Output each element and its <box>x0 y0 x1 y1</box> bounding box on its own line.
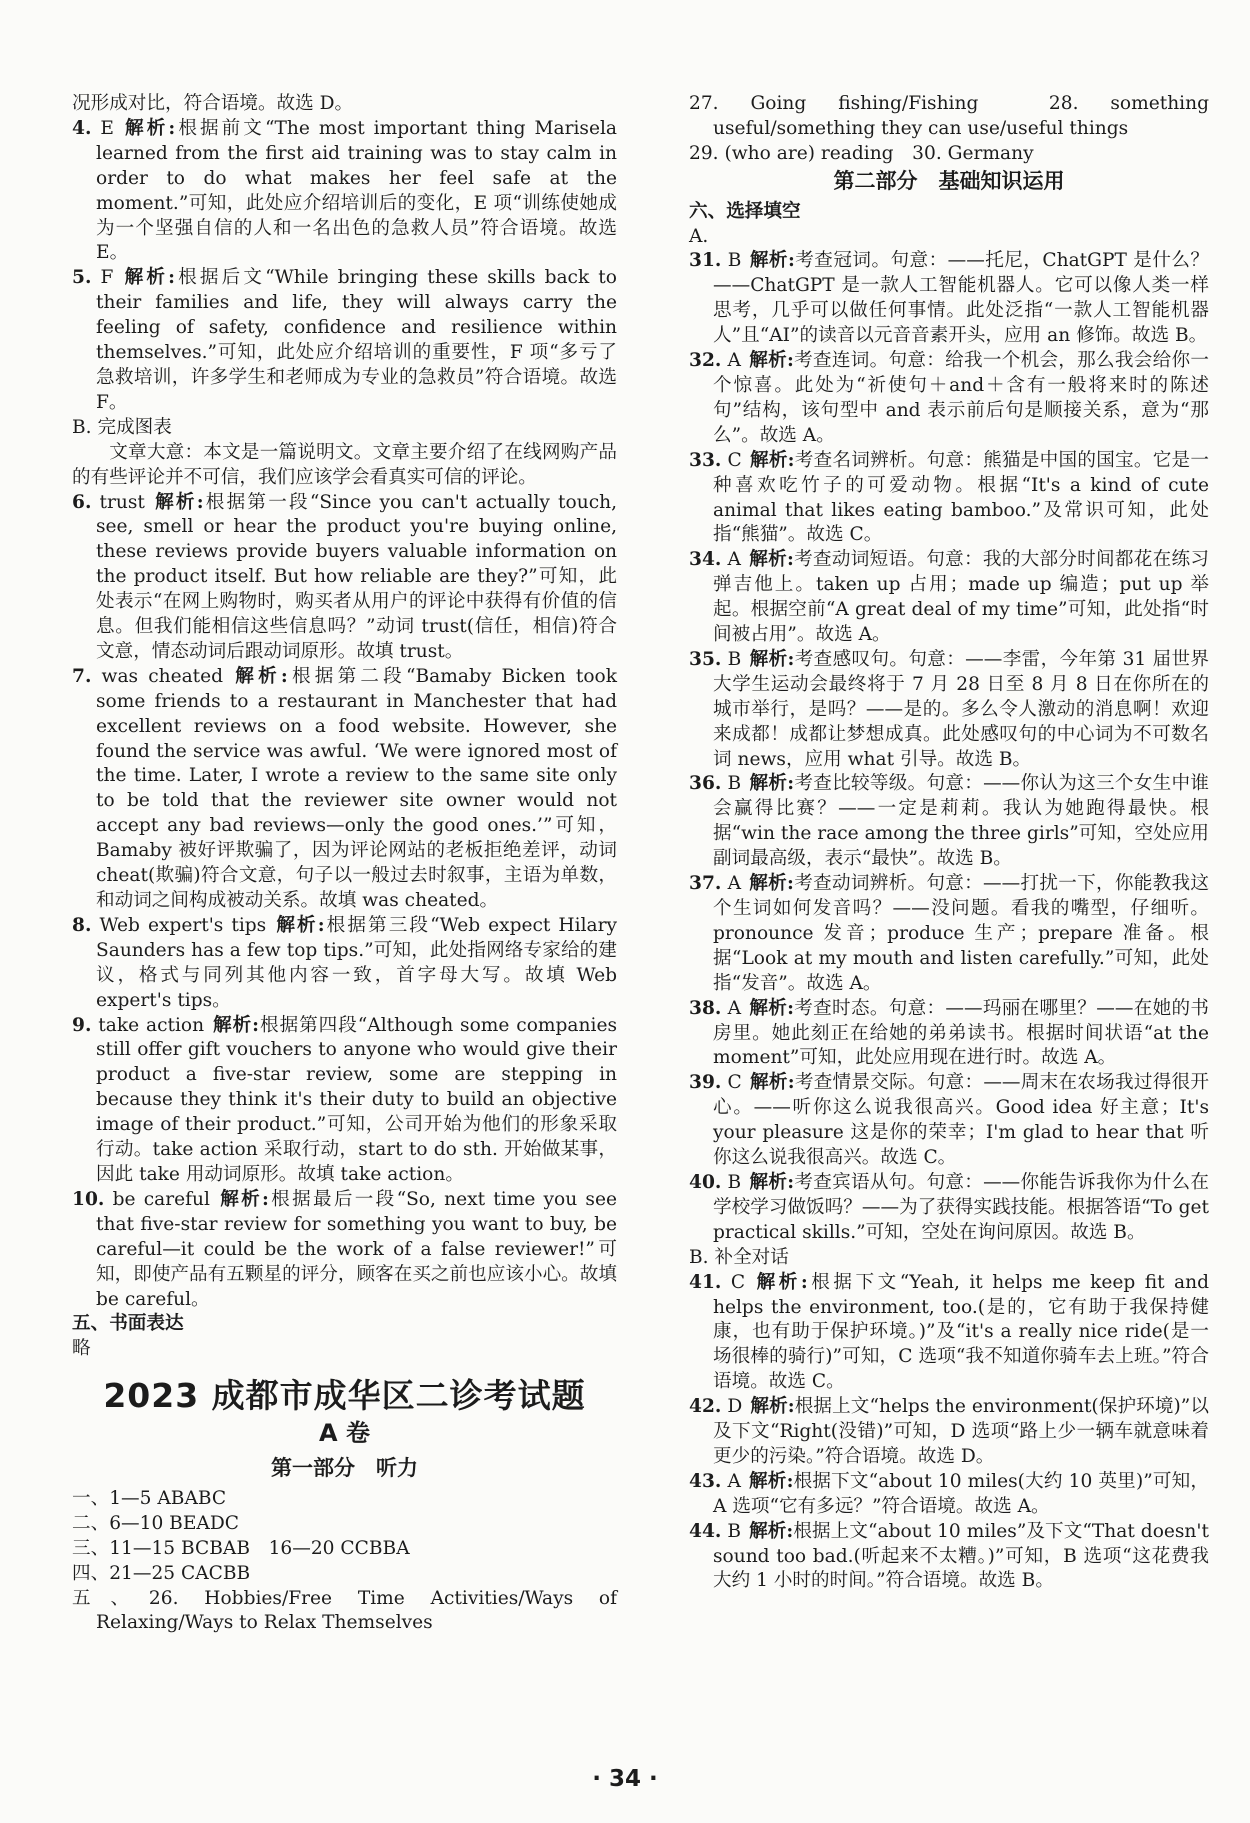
items-group-d <box>689 1271 1209 1595</box>
answer-line: 一、1—5 ABABC <box>72 1487 227 1509</box>
items-group-a <box>72 117 617 416</box>
answer-item: 8. Web expert's tips 解析:根据第三段“Web expect Hilary Saunders has a few top tips.”可知，此处指网络专家给的建议，格式与同列其他内容一致，首字母大写。故填 Web expert's tips。 <box>72 914 617 1011</box>
answer-line: 二、6—10 BEADC <box>72 1512 239 1534</box>
answer-line: 五、26. Hobbies/Free Time Activities/Ways of Relaxing/Ways to Relax Themselves <box>72 1587 617 1634</box>
section-5-heading: 五、书面表达 <box>72 1313 184 1335</box>
answer-line: 四、21—25 CACBB <box>72 1562 251 1584</box>
answer-item: 34. A 解析:考查动词短语。句意：我的大部分时间都花在练习弹吉他上。taken up 占用；made up 编造；put up 举起。根据空前“A great deal of my time”可知，此处指“时间被占用”。故选 A。 <box>689 549 1209 646</box>
answer-line: 三、11—15 BCBAB 16—20 CCBBA <box>72 1537 410 1559</box>
answer-item: 33. C 解析:考查名词辨析。句意：熊猫是中国的国宝。它是一种喜欢吃竹子的可爱动物。根据“It's a kind of cute animal that likes eating bamboo.”及常识可知，此处指“熊猫”。故选 C。 <box>689 449 1209 546</box>
answer-item: 5. F 解析:根据后文“While bringing these skills back to their families and life, they will always carry the feeling of safety, confidence and resilience within themselves.”可知，此处应介绍培训的重要性，F 项“多亏了急救培训，许多学生和老师成为专业的急救员”符合语境。故选 F。 <box>72 267 617 413</box>
listening-answers <box>72 1487 617 1636</box>
answer-item: 43. A 解析:根据下文“about 10 miles(大约 10 英里)”可知，A 选项“它有多远？”符合语境。故选 A。 <box>689 1470 1209 1517</box>
volume-heading: A 卷 <box>319 1419 370 1448</box>
answer-item: 37. A 解析:考查动词辨析。句意：——打扰一下，你能教我这个生词如何发音吗？——没问题。看我的嘴型，仔细听。pronounce 发音；produce 生产；prepare 准备。根据“Look at my mouth and listen carefully.”可知，此处指“发音”。故选 A。 <box>689 873 1209 994</box>
answer-item: 42. D 解析:根据上文“helps the environment(保护环境)”以及下文“Right(没错)”可知，D 选项“路上少一辆车就意味着更少的污染。”符合语境。故选 D。 <box>689 1396 1209 1467</box>
answer-item: 9. take action 解析:根据第四段“Although some companies still offer gift vouchers to anyone who would give their product a five-star review, some are stepping in because they think it's their duty to build an objective image of their product.”可知，公司开始为他们的形象采取行动。take action 采取行动，start to do sth. 开始做某事，因此 take 用动词原形。故填 take action。 <box>72 1014 617 1185</box>
section-a-heading: A. <box>689 225 709 247</box>
answer-item: 4. E 解析:根据前文“The most important thing Marisela learned from the first aid training was to stay calm in order to do what makes her feel safe at the moment.”可知，此处应介绍培训后的变化，E 项“训练使她成为一个坚强自信的人和一名出色的急救人员”符合语境。故选 E。 <box>72 117 617 264</box>
answer-item: 10. be careful 解析:根据最后一段“So, next time you see that five-star review for something you want to buy, be careful—it could be the work of a false reviewer!”可知，即使产品有五颗星的评分，顾客在买之前也应该小心。故填 be careful。 <box>72 1188 617 1310</box>
answer-item: 40. B 解析:考查宾语从句。句意：——你能告诉我你为什么在学校学习做饭吗？——为了获得实践技能。根据答语“To get practical skills.”可知，空处在询问原因。故选 B。 <box>689 1171 1209 1243</box>
answer-line: 27. Going fishing/Fishing 28. something useful/something they can use/useful things <box>689 93 1209 139</box>
answer-item: 35. B 解析:考查感叹句。句意：——李雷，今年第 31 届世界大学生运动会最终将于 7 月 28 日至 8 月 8 日在你所在的城市举行，是吗？——是的。多么令人激动的消息啊！欢迎来成都！成都让梦想成真。此处感叹句的中心词为不可数名词 news，应用 what 引导。故选 B。 <box>689 648 1209 770</box>
part-1-heading: 第一部分 听力 <box>271 1456 418 1481</box>
right-column <box>689 92 1209 1594</box>
part-2-heading: 第二部分 基础知识运用 <box>833 168 1065 193</box>
answer-item: 39. C 解析:考查情景交际。句意：——周末在农场我过得很开心。——听你这么说我很高兴。Good idea 好主意；It's your pleasure 这是你的荣幸；I'm glad to hear that 听你这么说我很高兴。故选 C。 <box>689 1072 1209 1169</box>
answer-item: 36. B 解析:考查比较等级。句意：——你认为这三个女生中谁会赢得比赛？——一定是莉莉。我认为她跑得最快。根据“win the race among the three girls”可知，空处应用副词最高级，表示“最快”。故选 B。 <box>689 773 1209 870</box>
answer-item: 7. was cheated 解析:根据第二段“Bamaby Bicken took some friends to a restaurant in Manchester that had excellent reviews on a food website. However, she found the service was awful. ‘We were ignored most of the time. Later, I wrote a review to the same site only to be told that the reviewer site owner would not accept any bad reviews—only the good ones.’”可知，Bamaby 被好评欺骗了，因为评论网站的老板拒绝差评，动词 cheat(欺骗)符合文意，句子以一般过去时叙事，主语为单数，和动词之间构成被动关系。故填 was cheated。 <box>72 665 617 911</box>
section-6-heading: 六、选择填空 <box>689 200 801 222</box>
answer-line: 29. (who are) reading 30. Germany <box>689 142 1034 164</box>
items-group-b <box>72 491 617 1313</box>
answer-item: 6. trust 解析:根据第一段“Since you can't actually touch, see, smell or hear the product you're buying online, these reviews provide buyers valuable information on the product itself. But how reliable are they?”可知，此处表示“在网上购物时，购买者从用户的评论中获得有价值的信息。但我们能相信这些信息吗？”动词 trust(信任，相信)符合文意，情态动词后跟动词原形。故填 trust。 <box>72 491 617 662</box>
section-b-heading: B. 完成图表 <box>72 416 172 438</box>
section-b-dialogue-heading: B. 补全对话 <box>689 1246 789 1268</box>
answer-item: 32. A 解析:考查连词。句意：给我一个机会，那么我会给你一个惊喜。此处为“祈使句＋and＋含有一般将来时的陈述句”结构，该句型中 and 表示前后句是顺接关系，意为“那么”。故选 A。 <box>689 350 1209 446</box>
intro-line: 况形成对比，符合语境。故选 D。 <box>72 93 354 114</box>
answer-item: 38. A 解析:考查时态。句意：——玛丽在哪里？——在她的书房里。她此刻正在给她的弟弟读书。根据时间状语“at the moment”可知，此处应用现在进行时。故选 A。 <box>689 997 1209 1069</box>
answer-item: 31. B 解析:考查冠词。句意：——托尼，ChatGPT 是什么？——ChatGPT 是一款人工智能机器人。它可以像人类一样思考，几乎可以做任何事情。此处泛指“一款人工智能机器人”且“AI”的读音以元音音素开头，应用 an 修饰。故选 B。 <box>689 250 1209 347</box>
exam-title: 2023 成都市成华区二诊考试题 <box>103 1376 586 1416</box>
left-column <box>72 92 617 1636</box>
answer-item: 41. C 解析:根据下文“Yeah, it helps me keep fit and helps the environment, too.(是的，它有助于我保持健康，也有助于保护环境。)”及“it's a really nice ride(是一场很棒的骑行)”可知，C 选项“我不知道你骑车去上班。”符合语境。故选 C。 <box>689 1271 1209 1393</box>
omitted-note: 略 <box>72 1338 91 1360</box>
answer-item: 44. B 解析:根据上文“about 10 miles”及下文“That doesn't sound too bad.(听起来不太糟。)”可知，B 选项“这花费我大约 1 小时的时间。”符合语境。故选 B。 <box>689 1520 1209 1592</box>
items-group-c <box>689 249 1209 1245</box>
passage-summary: 文章大意：本文是一篇说明文。文章主要介绍了在线网购产品的有些评论并不可信，我们应该学会看真实可信的评论。 <box>72 441 617 488</box>
page-number: · 34 · <box>592 1766 658 1792</box>
